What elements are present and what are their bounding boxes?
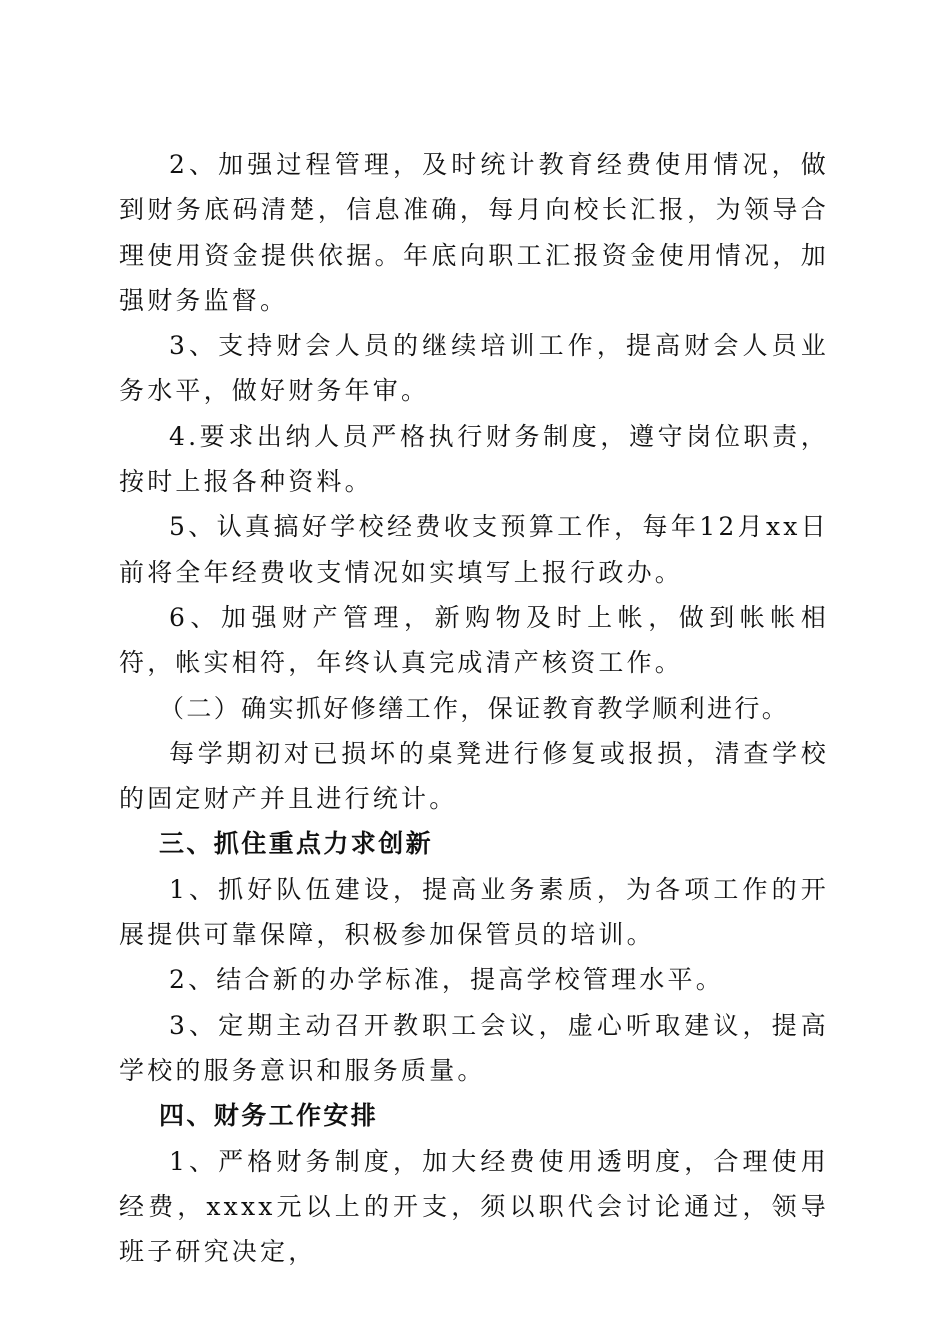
paragraph-cashier: 4.要求出纳人员严格执行财务制度，遵守岗位职责，按时上报各种资料。 [119,421,829,497]
heading-section-4: 四、财务工作安排 [159,1101,379,1131]
paragraph-property: 6、加强财产管理，新购物及时上帐，做到帐帐相符，帐实相符，年终认真完成清产核资工作。 [119,602,829,678]
paragraph-training: 3、支持财会人员的继续培训工作，提高财会人员业务水平，做好财务年审。 [119,331,829,406]
paragraph-repair: 每学期初对已损坏的桌凳进行修复或报损，清查学校的固定财产并且进行统计。 [119,738,829,814]
paragraph-finance-rules: 1、严格财务制度，加大经费使用透明度，合理使用经费，xxxx元以上的开支，须以职代会讨论通过，领导班子研究决定， [119,1146,829,1267]
paragraph-finance-process: 2、加强过程管理，及时统计教育经费使用情况，做到财务底码清楚，信息准确，每月向校长汇报，为领导合理使用资金提供依据。年底向职工汇报资金使用情况，加强财务监督。 [119,150,829,315]
paragraph-staff-meeting: 3、定期主动召开教职工会议，虚心听取建议，提高学校的服务意识和服务质量。 [119,1010,829,1085]
document-body [119,142,829,1274]
subheading-repair: （二）确实抓好修缮工作，保证教育教学顺利进行。 [159,693,790,723]
paragraph-team-building: 1、抓好队伍建设，提高业务素质，为各项工作的开展提供可靠保障，积极参加保管员的培训。 [119,874,829,950]
paragraph-budget: 5、认真搞好学校经费收支预算工作，每年12月xx日前将全年经费收支情况如实填写上报行政办。 [119,512,829,587]
paragraph-standards: 2、结合新的办学标准，提高学校管理水平。 [169,965,724,995]
heading-section-3: 三、抓住重点力求创新 [159,829,434,859]
